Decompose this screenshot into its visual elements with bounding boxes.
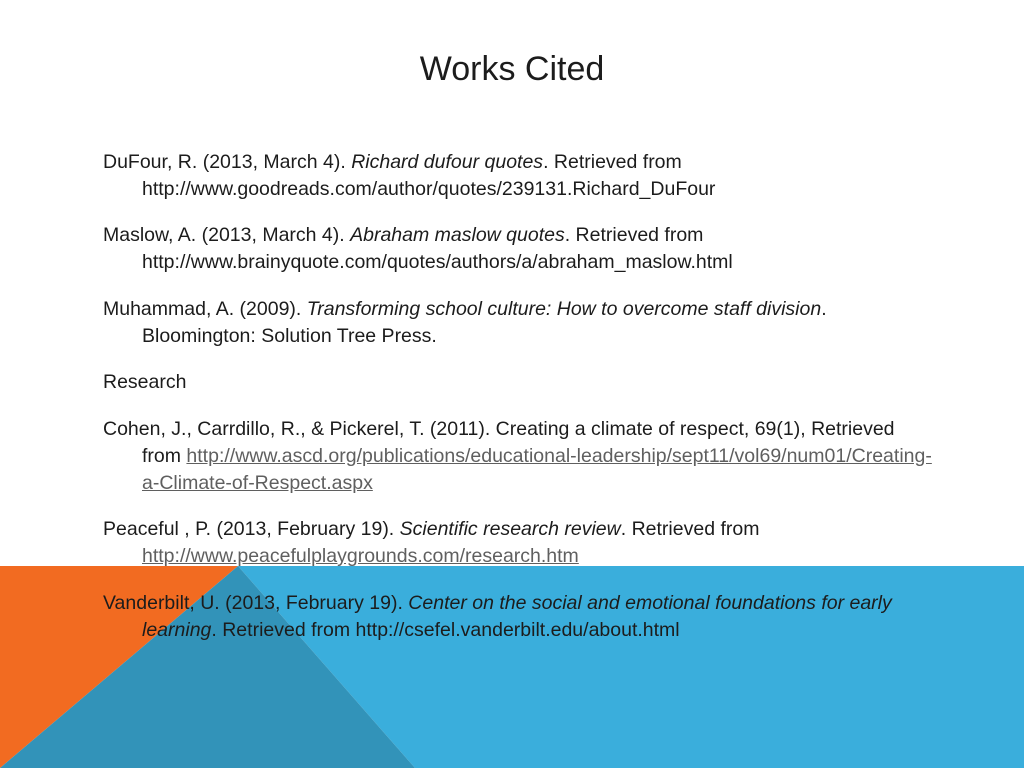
references-list [103, 129, 933, 656]
reference-item [103, 590, 933, 644]
reference-link[interactable]: http://www.peacefulplaygrounds.com/research.htm [142, 545, 579, 567]
slide-title: Works Cited [419, 50, 605, 88]
reference-link[interactable]: http://www.ascd.org/publications/educational-leadership/sept11/vol69/num01/Creating-a-Climate-of-Respect.aspx [142, 444, 932, 494]
reference-title: Center on the social and emotional foundations for early learning [142, 591, 892, 641]
reference-item [103, 149, 933, 203]
section-heading-research [103, 369, 933, 396]
reference-item [103, 416, 933, 497]
reference-text: Maslow, A. (2013, March 4). [103, 224, 351, 246]
section-heading-text: Research [103, 371, 187, 393]
reference-text: . Retrieved from http://www.brainyquote.com/quotes/authors/a/abraham_maslow.html [142, 224, 733, 273]
reference-text: Cohen, J., Carrdillo, R., & Pickerel, T. (2011). Creating a climate of respect, 69(1), Retrieved from [103, 417, 895, 467]
reference-title: Scientific research review [399, 518, 621, 540]
reference-text: . Bloomington: Solution Tree Press. [142, 297, 827, 347]
reference-item [103, 296, 933, 350]
reference-text: Peaceful , P. (2013, February 19). [103, 518, 400, 540]
reference-text: . Retrieved from [620, 518, 760, 540]
reference-item [103, 516, 933, 570]
reference-title: Abraham maslow quotes [350, 224, 565, 246]
reference-title: Richard dufour quotes [351, 150, 544, 173]
reference-item [103, 222, 933, 276]
reference-text: Muhammad, A. (2009). [103, 297, 307, 320]
reference-text: . Retrieved from http://www.goodreads.com/author/quotes/239131.Richard_DuFour [142, 150, 716, 200]
reference-text: . Retrieved from http://csefel.vanderbilt.edu/about.html [211, 618, 680, 641]
reference-text: DuFour, R. (2013, March 4). [103, 150, 352, 173]
reference-text: Vanderbilt, U. (2013, February 19). [103, 591, 409, 614]
reference-title: Transforming school culture: How to overcome staff division [306, 297, 822, 320]
